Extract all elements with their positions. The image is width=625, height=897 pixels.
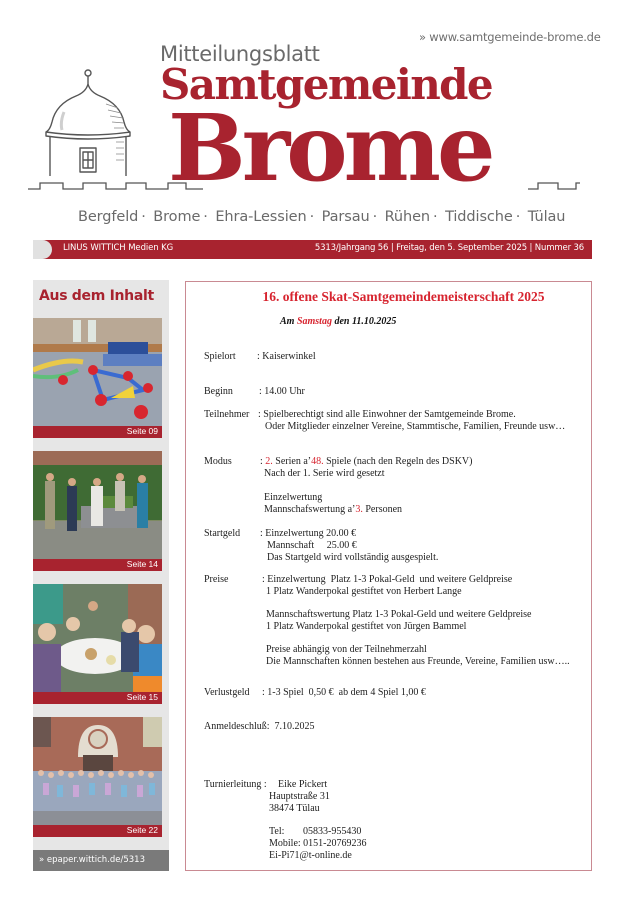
preise-line: Preise abhängig von der Teilnehmerzahl <box>266 644 427 655</box>
outdoor-dinner-table-photo <box>33 584 162 692</box>
modus-line: Einzelwertung <box>264 492 323 503</box>
team-size: 3. <box>355 504 363 515</box>
text: : <box>260 456 266 467</box>
series-count: 2. <box>265 456 273 467</box>
school-group-photo <box>33 717 162 825</box>
epaper-link[interactable] <box>33 850 169 871</box>
contents-item[interactable] <box>33 451 162 571</box>
preise-line: 1 Platz Wanderpokal gestiftet von Herbert Lange <box>266 586 462 597</box>
publisher-name: LINUS WITTICH Medien KG <box>63 243 174 253</box>
skat-announcement <box>185 281 592 871</box>
town-parsau: Parsau <box>321 209 370 225</box>
date-prefix: Am <box>280 316 295 327</box>
startgeld-line: : Einzelwertung 20.00 € <box>260 528 357 539</box>
epaper-link-text[interactable]: » epaper.wittich.de/5313 <box>39 855 146 865</box>
modus-line: Nach der 1. Serie wird gesetzt <box>264 468 385 479</box>
text: Serien a’ <box>272 456 312 467</box>
turnierleitung-label: Turnierleitung : <box>204 779 267 790</box>
page-number: Seite 22 <box>126 825 158 835</box>
contents-item[interactable] <box>33 717 162 837</box>
teilnehmer-line: Oder Mitglieder einzelner Vereine, Stammtische, Familien, Freunde usw… <box>265 421 566 432</box>
organizer-tel[interactable]: 05833-955430 <box>303 826 362 837</box>
spielort-value: : Kaiserwinkel <box>257 351 316 362</box>
organizer-name: Eike Pickert <box>278 779 328 790</box>
masthead-title-large: Brome <box>168 94 492 202</box>
spielort-label: Spielort <box>204 351 236 362</box>
organizer-mobile[interactable]: Mobile: 0151-20769236 <box>269 838 367 849</box>
page-number: Seite 15 <box>126 692 158 702</box>
separator: · <box>141 209 146 225</box>
masthead-title: Samtgemeinde <box>160 60 493 109</box>
text: Personen <box>362 504 403 515</box>
contents-item[interactable] <box>33 318 162 438</box>
town-brome: Brome <box>153 209 201 225</box>
town-ruehen: Rühen <box>384 209 431 225</box>
modus-line <box>260 456 472 468</box>
startgeld-line: Das Startgeld wird vollständig ausgespielt. <box>267 552 439 563</box>
organizer-street: Hauptstraße 31 <box>269 791 330 802</box>
page-caption <box>33 692 162 704</box>
preise-line: Die Mannschaften können bestehen aus Freunde, Vereine, Familien usw….. <box>266 656 570 667</box>
modus-line <box>264 504 402 516</box>
member-towns <box>78 209 565 225</box>
separator: · <box>433 209 438 225</box>
contents-item[interactable] <box>33 584 162 704</box>
page-number: Seite 09 <box>126 426 158 436</box>
date-value: den 11.10.2025 <box>334 316 397 327</box>
verlustgeld-value: : 1-3 Spiel 0,50 € ab dem 4 Spiel 1,00 € <box>262 687 426 698</box>
page-caption <box>33 559 162 571</box>
separator: · <box>372 209 378 225</box>
issue-info: 5313/Jahrgang 56 | Freitag, den 5. September 2025 | Nummer 36 <box>314 243 584 253</box>
event-date <box>280 316 396 327</box>
town-tuelau: Tülau <box>527 209 566 225</box>
issue-bar <box>33 240 592 259</box>
startgeld-line: Mannschaft 25.00 € <box>267 540 357 551</box>
article-headline: 16. offene Skat-Samtgemeindemeisterschaft 2025 <box>262 289 545 304</box>
organizer-email[interactable]: Ei-Pi71@t-online.de <box>269 850 352 861</box>
separator: · <box>515 209 521 225</box>
town-bergfeld: Bergfeld <box>78 209 139 225</box>
separator: · <box>203 209 208 225</box>
preise-line: Mannschaftswertung Platz 1-3 Pokal-Geld und weitere Geldpreise <box>266 609 532 620</box>
gym-play-equipment-photo <box>33 318 162 426</box>
text: Mannschafswertung a’ <box>264 504 356 515</box>
modus-label: Modus <box>204 456 232 467</box>
date-day: Samstag <box>296 316 332 327</box>
beginn-label: Beginn <box>204 386 233 397</box>
masthead-subtitle: Mitteilungsblatt <box>160 42 320 66</box>
page-number: Seite 14 <box>126 559 158 569</box>
town-ehra-lessien: Ehra-Lessien <box>215 209 307 225</box>
sidebar-title: Aus dem Inhalt <box>39 288 154 304</box>
preise-line: : Einzelwertung Platz 1-3 Pokal-Geld und weitere Geldpreise <box>262 574 513 585</box>
preise-line: 1 Platz Wanderpokal gestiftet von Jürgen Bammel <box>266 621 467 632</box>
text: Spiele (nach den Regeln des DSKV) <box>323 456 473 467</box>
games-count: 48. <box>311 456 324 467</box>
registration-deadline: Anmeldeschluß: 7.10.2025 <box>204 721 315 732</box>
battlement-line <box>28 175 593 195</box>
page-caption <box>33 825 162 837</box>
contents-sidebar <box>33 280 169 871</box>
group-with-trailer-photo <box>33 451 162 559</box>
issue-bar-cap <box>33 240 52 259</box>
organizer-tel-label: Tel: <box>269 826 285 837</box>
beginn-value: : 14.00 Uhr <box>259 386 305 397</box>
teilnehmer-label: Teilnehmer <box>204 409 250 420</box>
verlustgeld-label: Verlustgeld <box>204 687 250 698</box>
teilnehmer-line: : Spielberechtigt sind alle Einwohner der Samtgemeinde Brome. <box>258 409 516 420</box>
separator: · <box>309 209 315 225</box>
startgeld-label: Startgeld <box>204 528 241 539</box>
town-tiddische: Tiddische <box>445 209 513 225</box>
organizer-city: 38474 Tülau <box>269 803 320 814</box>
page-caption <box>33 426 162 438</box>
tower-logo-icon <box>28 64 148 179</box>
website-link[interactable]: » www.samtgemeinde-brome.de <box>419 30 601 44</box>
preise-label: Preise <box>204 574 229 585</box>
